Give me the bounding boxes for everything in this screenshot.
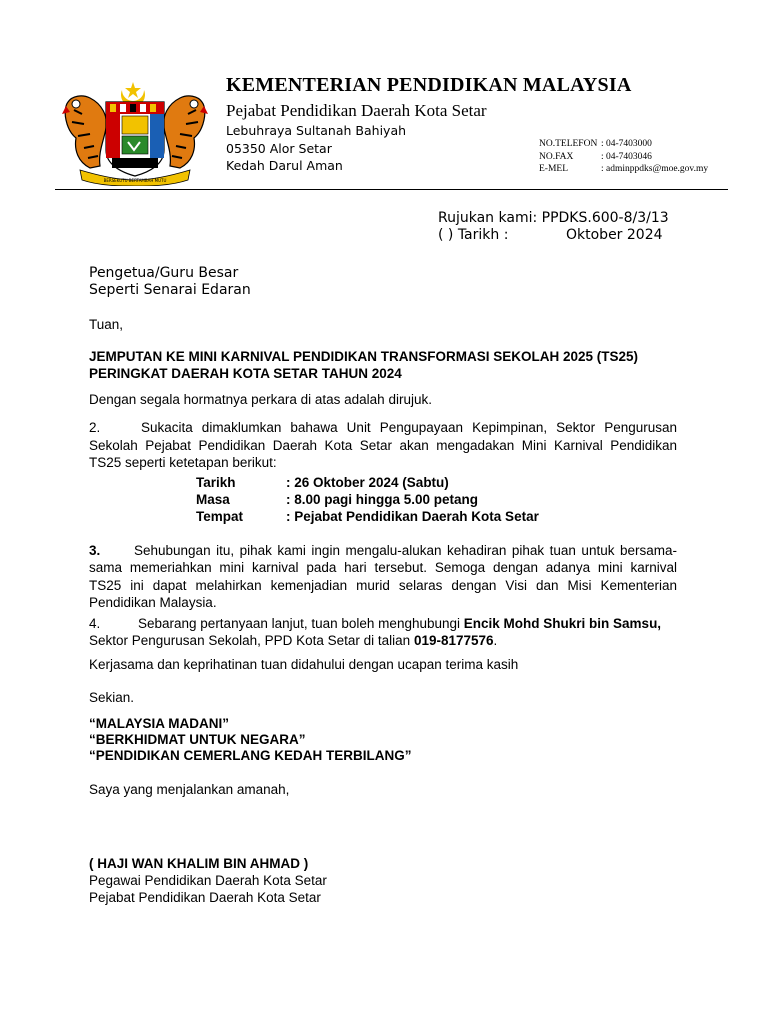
detail-venue: [196, 509, 539, 524]
address-line-2: 05350 Alor Setar: [226, 141, 332, 156]
contact-email: [539, 164, 708, 174]
detail-label: Tempat: [196, 509, 244, 524]
recipient-line-1: Pengetua/Guru Besar: [89, 265, 239, 281]
contact-label: E-MEL: [539, 164, 569, 174]
thanks-line: Kerjasama dan keprihatinan tuan didahului dengan ucapan terima kasih: [89, 657, 519, 672]
detail-label: Tarikh: [196, 475, 236, 490]
closing-line: Sekian.: [89, 690, 135, 705]
coat-of-arms-logo: [60, 80, 210, 186]
detail-time: [196, 492, 478, 507]
office-name: Pejabat Pendidikan Daerah Kota Setar: [226, 101, 487, 120]
para4-text-2: Sektor Pengurusan Sekolah, PPD Kota Setar di talian: [89, 633, 411, 648]
para3-line-2: sama memeriahkan mini karnival pada hari tersebut. Semoga dengan adanya mini karnival: [89, 560, 677, 575]
para4-end: .: [493, 633, 498, 648]
salutation: Tuan,: [89, 317, 124, 332]
para4-number: 4.: [89, 616, 101, 631]
para4-line-2: [89, 632, 497, 650]
contact-fax: [539, 152, 652, 162]
detail-label: Masa: [196, 492, 230, 507]
signatory-office: Pejabat Pendidikan Daerah Kota Setar: [89, 890, 321, 905]
contact-label: NO.TELEFON: [539, 139, 598, 149]
ministry-title: KEMENTERIAN PENDIDIKAN MALAYSIA: [226, 74, 632, 96]
address-line-1: Lebuhraya Sultanah Bahiyah: [226, 123, 407, 138]
para3-line-1: Sehubungan itu, pihak kami ingin mengalu-alukan kehadiran pihak tuan untuk bersama-: [134, 543, 677, 558]
detail-date: [196, 475, 449, 490]
contact-value: : adminppdks@moe.gov.my: [601, 164, 709, 174]
contact-person-name: Encik Mohd Shukri bin Samsu,: [463, 616, 662, 631]
detail-value: : 26 Oktober 2024 (Sabtu): [286, 475, 449, 490]
subject-line-2: PERINGKAT DAERAH KOTA SETAR TAHUN 2024: [89, 366, 402, 381]
signatory-title: Pegawai Pendidikan Daerah Kota Setar: [89, 873, 327, 888]
para2-line-1: Sukacita dimaklumkan bahawa Unit Pengupayaan Kepimpinan, Sektor Pengurusan: [141, 420, 677, 435]
subject-line-1: JEMPUTAN KE MINI KARNIVAL PENDIDIKAN TRANSFORMASI SEKOLAH 2025 (TS25): [89, 349, 639, 364]
para2-number: 2.: [89, 420, 101, 435]
para3-number: 3.: [89, 543, 101, 558]
contact-value: : 04-7403046: [601, 152, 652, 162]
contact-label: NO.FAX: [539, 152, 574, 162]
reference-date-label: ( ) Tarikh :: [438, 227, 509, 243]
trust-line: Saya yang menjalankan amanah,: [89, 782, 290, 797]
para4-text: Sebarang pertanyaan lanjut, tuan boleh menghubungi: [138, 616, 461, 631]
contact-phone-number: 019-8177576: [413, 633, 494, 648]
detail-value: : Pejabat Pendidikan Daerah Kota Setar: [286, 509, 539, 524]
para3-line-4: Pendidikan Malaysia.: [89, 595, 217, 610]
para2-line-2: Sekolah Pejabat Pendidikan Daerah Kota Setar akan mengadakan Mini Karnival Pendidikan: [89, 438, 677, 453]
reference-number: Rujukan kami: PPDKS.600-8/3/13: [438, 210, 669, 226]
para2-line-3: TS25 seperti ketetapan berikut:: [89, 455, 277, 470]
slogan-3: “PENDIDIKAN CEMERLANG KEDAH TERBILANG”: [89, 748, 412, 763]
recipient-line-2: Seperti Senarai Edaran: [89, 282, 251, 298]
header-divider: [55, 189, 728, 190]
svg-text:BERSEKUTU BERTAMBAH MUTU: BERSEKUTU BERTAMBAH MUTU: [103, 178, 167, 183]
contact-value: : 04-7403000: [601, 139, 652, 149]
contact-phone: [539, 139, 652, 149]
para4-line-1: [138, 615, 661, 633]
signatory-name: ( HAJI WAN KHALIM BIN AHMAD ): [89, 856, 309, 871]
reference-date: Oktober 2024: [566, 227, 663, 243]
opening-line: Dengan segala hormatnya perkara di atas adalah dirujuk.: [89, 392, 432, 407]
address-line-3: Kedah Darul Aman: [226, 158, 343, 173]
detail-value: : 8.00 pagi hingga 5.00 petang: [286, 492, 479, 507]
slogan-2: “BERKHIDMAT UNTUK NEGARA”: [89, 732, 306, 747]
slogan-1: “MALAYSIA MADANI”: [89, 716, 230, 731]
para3-line-3: TS25 ini dapat melahirkan kemenjadian murid selaras dengan Visi dan Misi Kementerian: [89, 578, 677, 593]
